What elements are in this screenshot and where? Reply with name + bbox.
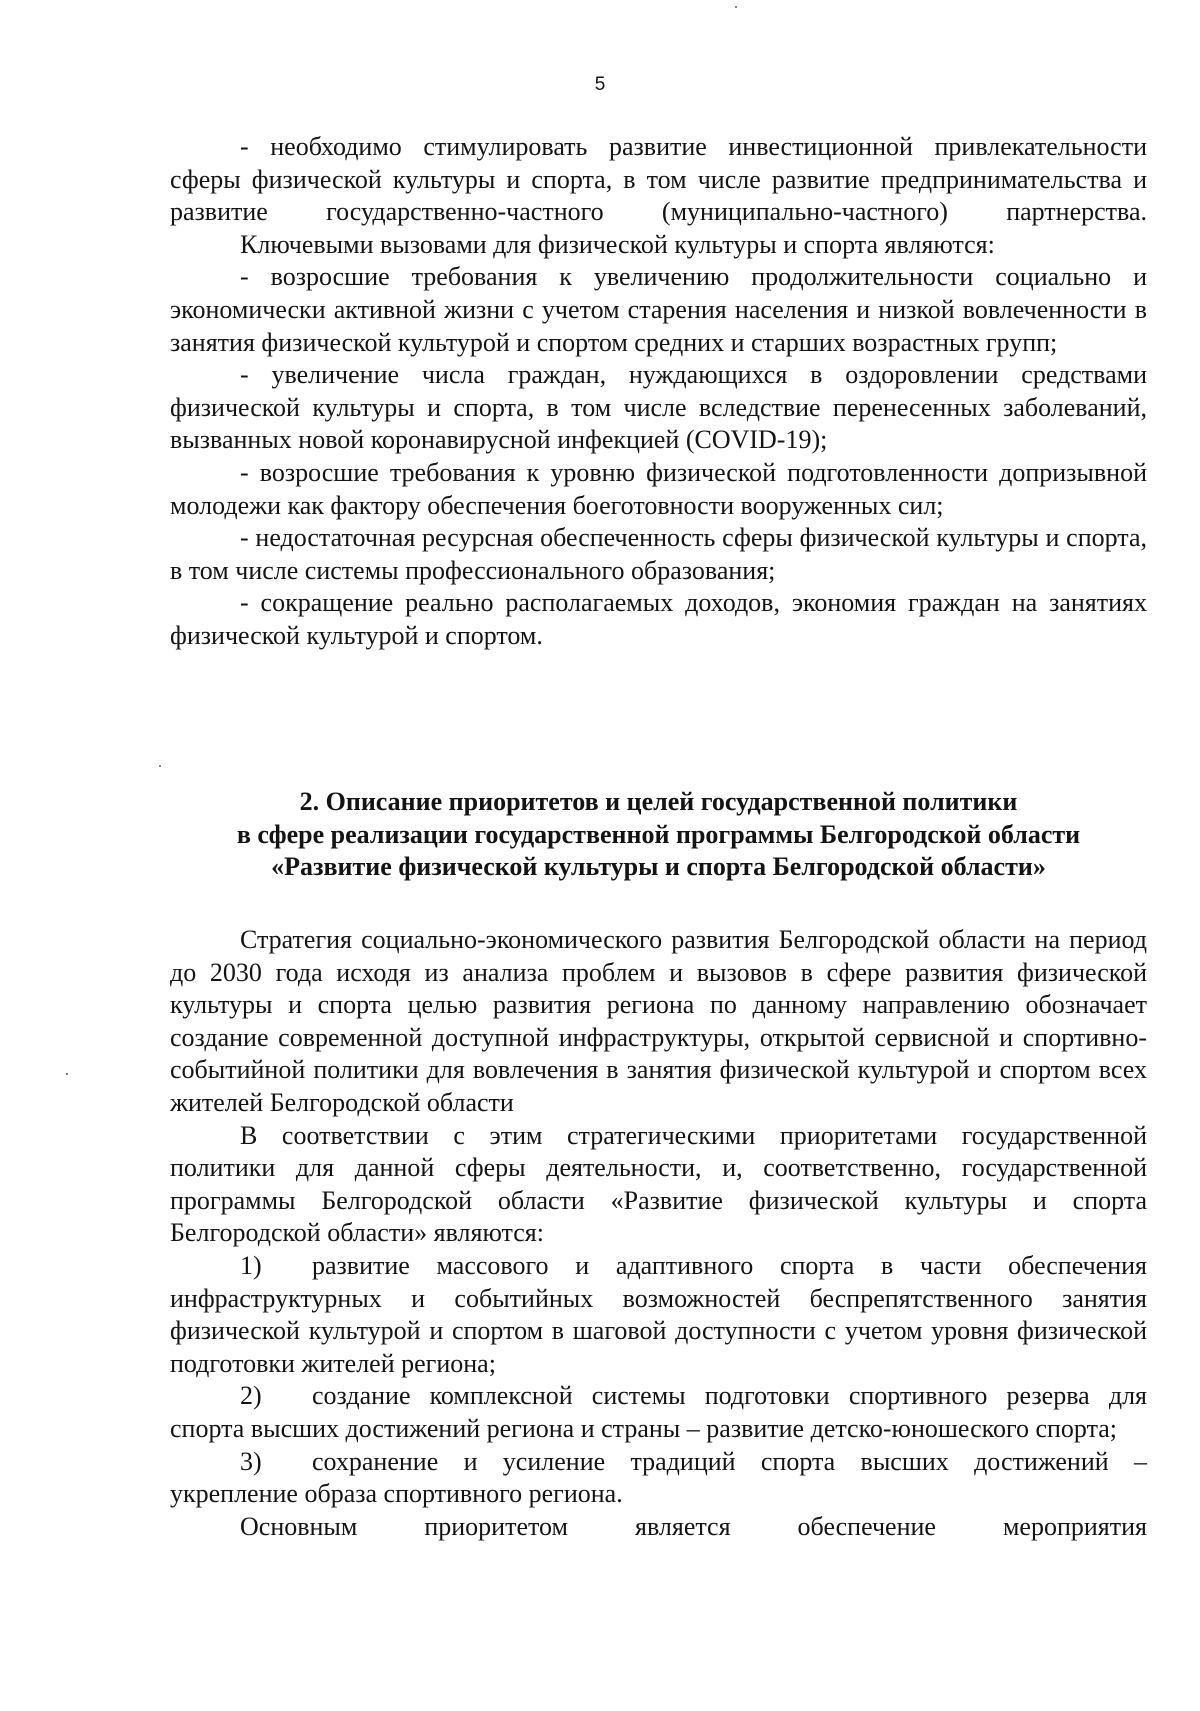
paragraph: - недостаточная ресурсная обеспеченность сферы физической культуры и спорта, в том числе системы профессионального образования; bbox=[170, 523, 1147, 585]
heading-line: 2. Описание приоритетов и целей государственной политики bbox=[299, 787, 1018, 816]
page-number: 5 bbox=[594, 74, 606, 95]
scan-speck bbox=[66, 1073, 68, 1075]
priority-item bbox=[170, 1250, 1147, 1380]
item-marker: 2) bbox=[240, 1381, 262, 1411]
priority-item bbox=[170, 1380, 1147, 1445]
paragraph: - сокращение реально располагаемых доходов, экономия граждан на занятиях физической культурой и спортом. bbox=[170, 588, 1147, 650]
paragraph: - увеличение числа граждан, нуждающихся в оздоровлении средствами физической культуры и спорта, в том числе вследствие перенесенных заболеваний, вызванных новой коронавирусной инфекцией (COVID-19); bbox=[170, 360, 1147, 455]
scan-speck bbox=[735, 6, 737, 8]
paragraph: - необходимо стимулировать развитие инвестиционной привлекательности сферы физической культуры и спорта, в том числе развитие предпринимательства и развитие государственно-частного (муниципально-частного) партнерства. bbox=[170, 132, 1147, 227]
section-heading bbox=[170, 786, 1147, 884]
priorities-section bbox=[170, 924, 1147, 1543]
paragraph: Ключевыми вызовами для физической культуры и спорта являются: bbox=[240, 229, 995, 259]
heading-line: в сфере реализации государственной программы Белгородской области bbox=[236, 819, 1081, 849]
priority-item bbox=[170, 1446, 1147, 1511]
paragraph: - возросшие требования к увеличению продолжительности социально и экономически активной жизни с учетом старения населения и низкой вовлеченности в занятия физической культурой и спортом средних и старших возрастных групп; bbox=[170, 262, 1147, 357]
strategy-paragraph: Стратегия социально-экономического развития Белгородской области на период до 2030 года исходя из анализа проблем и вызовов в сфере развития физической культуры и спорта целью развития региона по данному направлению обозначает создание современной доступной инфраструктуры, открытой сервисной и спортивно-событийной политики для вовлечения в занятия физической культурой и спортом всех жителей Белгородской области bbox=[170, 925, 1147, 1117]
item-text: сохранение и усиление традиций спорта высших достижений – укрепление образа спортивного региона. bbox=[170, 1446, 1147, 1509]
paragraph: - возросшие требования к уровню физической подготовленности допризывной молодежи как фактору обеспечения боеготовности вооруженных сил; bbox=[170, 457, 1147, 520]
heading-line: «Развитие физической культуры и спорта Белгородской области» bbox=[271, 852, 1046, 882]
priorities-intro: В соответствии с этим стратегическими приоритетами государственной политики для данной сферы деятельности, и, соответственно, государственной программы Белгородской области «Развитие физической культуры и спорта Белгородской области» являются: bbox=[170, 1120, 1147, 1248]
item-text: развитие массового и адаптивного спорта в части обеспечения инфраструктурных и событийных возможностей беспрепятственного занятия физической культурой и спортом в шаговой доступности с учетом уровня физической подготовки жителей региона; bbox=[170, 1250, 1147, 1378]
item-marker: 1) bbox=[240, 1250, 262, 1280]
closing-fragment: Основным приоритетом является обеспечение мероприятия bbox=[240, 1511, 1147, 1541]
item-text: создание комплексной системы подготовки спортивного резерва для спорта высших достижений региона и страны – развитие детско-юношеского спорта; bbox=[170, 1381, 1147, 1443]
item-marker: 3) bbox=[240, 1446, 262, 1476]
scan-speck bbox=[159, 765, 161, 767]
challenges-section bbox=[170, 131, 1147, 653]
